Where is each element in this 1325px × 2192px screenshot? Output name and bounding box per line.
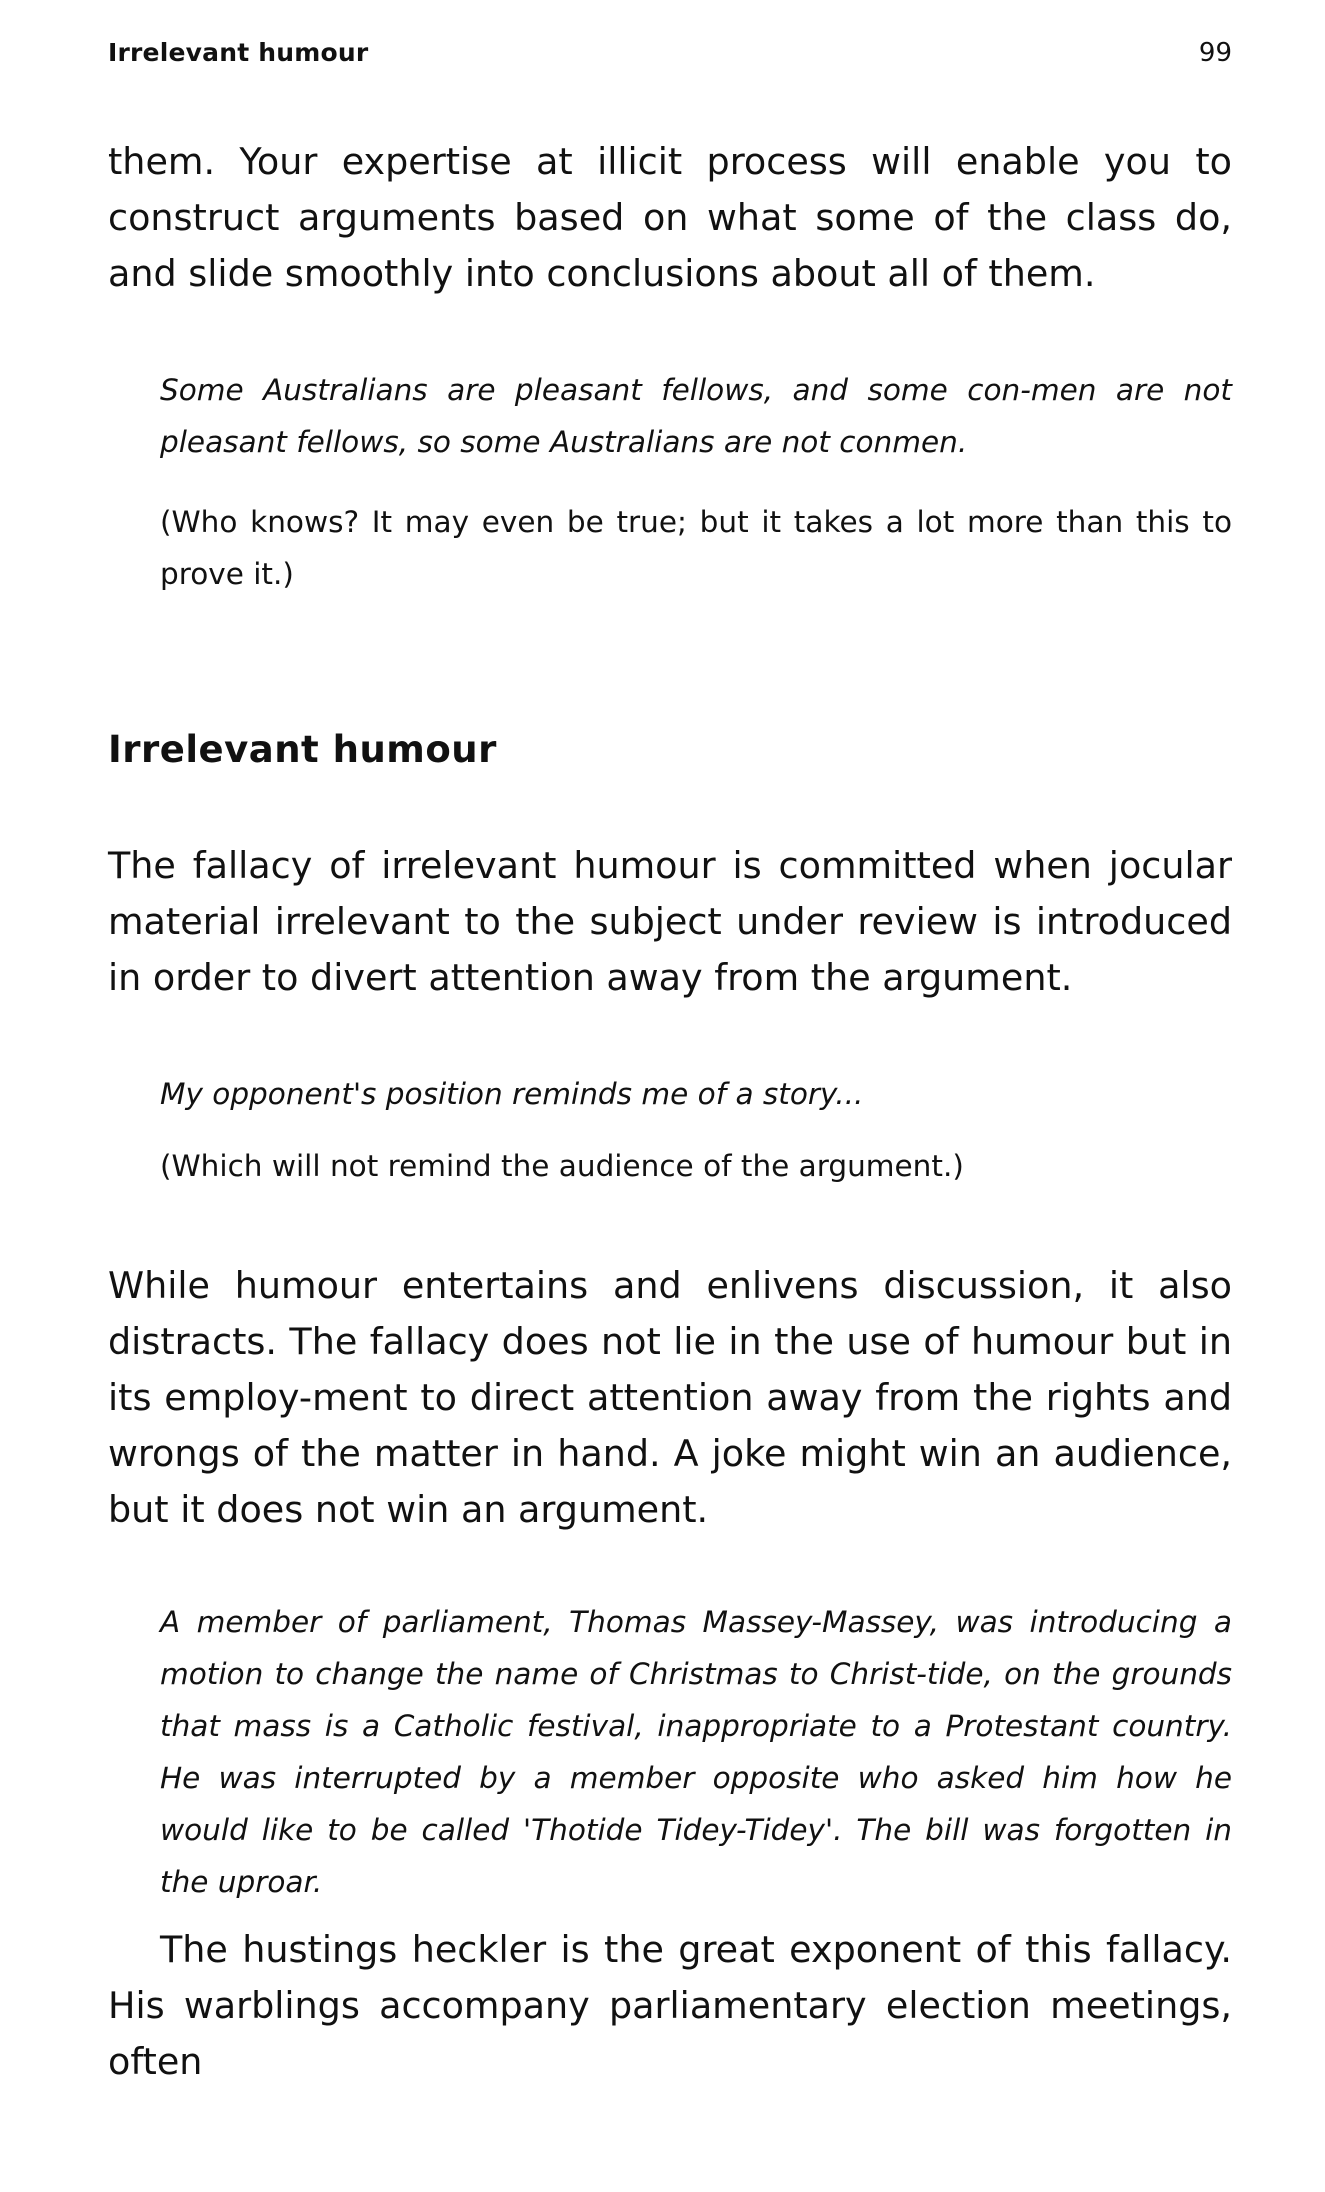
paragraph-2: The fallacy of irrelevant humour is committed when jocular material irrelevant to the subject under review is introduced in order to divert attention away from the argument. <box>108 844 1232 999</box>
page-number: 99 <box>1198 38 1232 68</box>
paragraph-3: While humour entertains and enlivens discussion, it also distracts. The fallacy does not lie in the use of humour but in its employ-ment to direct attention away from the rights and wrongs of the matter in hand. A joke might win an audience, but it does not win an argument. <box>108 1264 1232 1531</box>
example-1: Some Australians are pleasant fellows, and some con-men are not pleasant fellows, so some Australians are not conmen. <box>160 373 1232 459</box>
running-head-title: Irrelevant humour <box>108 38 369 67</box>
example-3: A member of parliament, Thomas Massey-Massey, was introducing a motion to change the name of Christmas to Christ-tide, on the grounds that mass is a Catholic festival, inappropriate to a Protestant country. He was interrupted by a member opposite who asked him how he would like to be called 'Thotide Tidey-Tidey'. The bill was forgotten in the uproar. <box>160 1605 1232 1899</box>
paragraph-4: The hustings heckler is the great exponent of this fallacy. His warblings accompany parliamentary election meetings, often <box>108 1928 1232 2083</box>
example-2: My opponent's position reminds me of a story... <box>160 1077 864 1111</box>
example-1-comment: (Who knows? It may even be true; but it takes a lot more than this to prove it.) <box>160 505 1232 591</box>
section-heading: Irrelevant humour <box>108 728 497 771</box>
running-head <box>108 38 1232 78</box>
example-2-comment: (Which will not remind the audience of the argument.) <box>160 1149 964 1183</box>
paragraph-1: them. Your expertise at illicit process will enable you to construct arguments based on what some of the class do, and slide smoothly into conclusions about all of them. <box>108 140 1232 295</box>
